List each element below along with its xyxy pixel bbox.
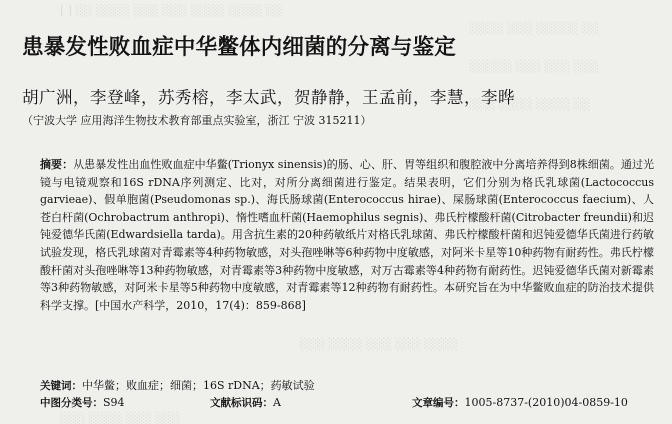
- abstract-block: [40, 156, 654, 314]
- keywords-value: 中华鳖；败血症；细菌；16S rDNA；药敏试验: [82, 379, 315, 392]
- article-no-label: 文章编号：: [412, 397, 465, 409]
- keywords-label: 关键词：: [40, 380, 82, 392]
- document-code: [210, 395, 281, 410]
- article-number: [412, 395, 628, 410]
- paper-title: 患暴发性败血症中华鳖体内细菌的分离与鉴定: [22, 35, 457, 60]
- article-no-value: 1005-8737-(2010)04-0859-10: [464, 396, 628, 409]
- clc-label: 中图分类号：: [40, 397, 103, 409]
- doc-code-label: 文献标识码：: [210, 397, 273, 409]
- abstract-label: 摘要：: [40, 158, 74, 171]
- abstract-text: 从患暴发性出血性败血症中华鳖(Trionyx sinensis)的肠、心、肝、胃等组织和腹腔液中分离培养得到8株细菌。通过光镜与电镜观察和16S rDNA序列测定、比对，对所分离细菌进行鉴定。结果表明，它们分别为格氏乳球菌(Lactococcus garvieae)、假单胞菌(Pseudomonas sp.)、海氏肠球菌(Enterococcus hirae)、屎肠球菌(Enterococcus faecium)、人苍白杆菌(Ochrobactrum anthropi)、惰性嗜血杆菌(Haemophilus segnis)、弗氏柠檬酸杆菌(Citrobacter freundii)和迟钝爱德华氏菌(Edwardsiella tarda)。用含抗生素的20种药敏纸片对格氏乳球菌、弗氏柠檬酸杆菌和迟钝爱德华氏菌进行药敏试验发现，格氏乳球菌对青霉素等4种药物敏感，对头孢唑啉等6种药物中度敏感，对阿米卡星等10种药物有耐药性。弗氏柠檬酸杆菌对头孢唑啉等13种药物敏感，对青霉素等3种药物中度敏感，对万古霉素等4种药物有耐药性。迟钝爱德华氏菌对新霉素等3种药物敏感，对阿米卡星等5种药物中度敏感，对青霉素等12种药物有耐药性。本研究旨在为中华鳖败血症的防治技术提供科学支撑。[中国水产科学，2010，17(4)：859-868]: [40, 158, 655, 312]
- clc-number: [40, 395, 125, 410]
- affiliation: （宁波大学 应用海洋生物技术教育部重点实验室，浙江 宁波 315211）: [22, 114, 372, 127]
- bleed-through-text: [ ] ░░ ░░░░ ░░░ ░░░ ░░░░ ░░░░ ░░ ░░░░ ░░░ ░░░░░ ░░ ░░░░░ ░░░ ░░░ ░░░ ░░░ ░░░░ ░░░░ ░░ ░░░ ░░░░ ░░░ ░░░ ░░░░ ░░░ ░░░░ ░░░ ░░░: [60, 4, 599, 424]
- clc-value: S94: [103, 396, 125, 409]
- doc-code-value: A: [273, 396, 281, 409]
- keywords-line: [40, 377, 315, 393]
- author-list: 胡广洲，李登峰，苏秀榕，李太武，贺静静，王孟前，李慧，李晔: [22, 88, 515, 107]
